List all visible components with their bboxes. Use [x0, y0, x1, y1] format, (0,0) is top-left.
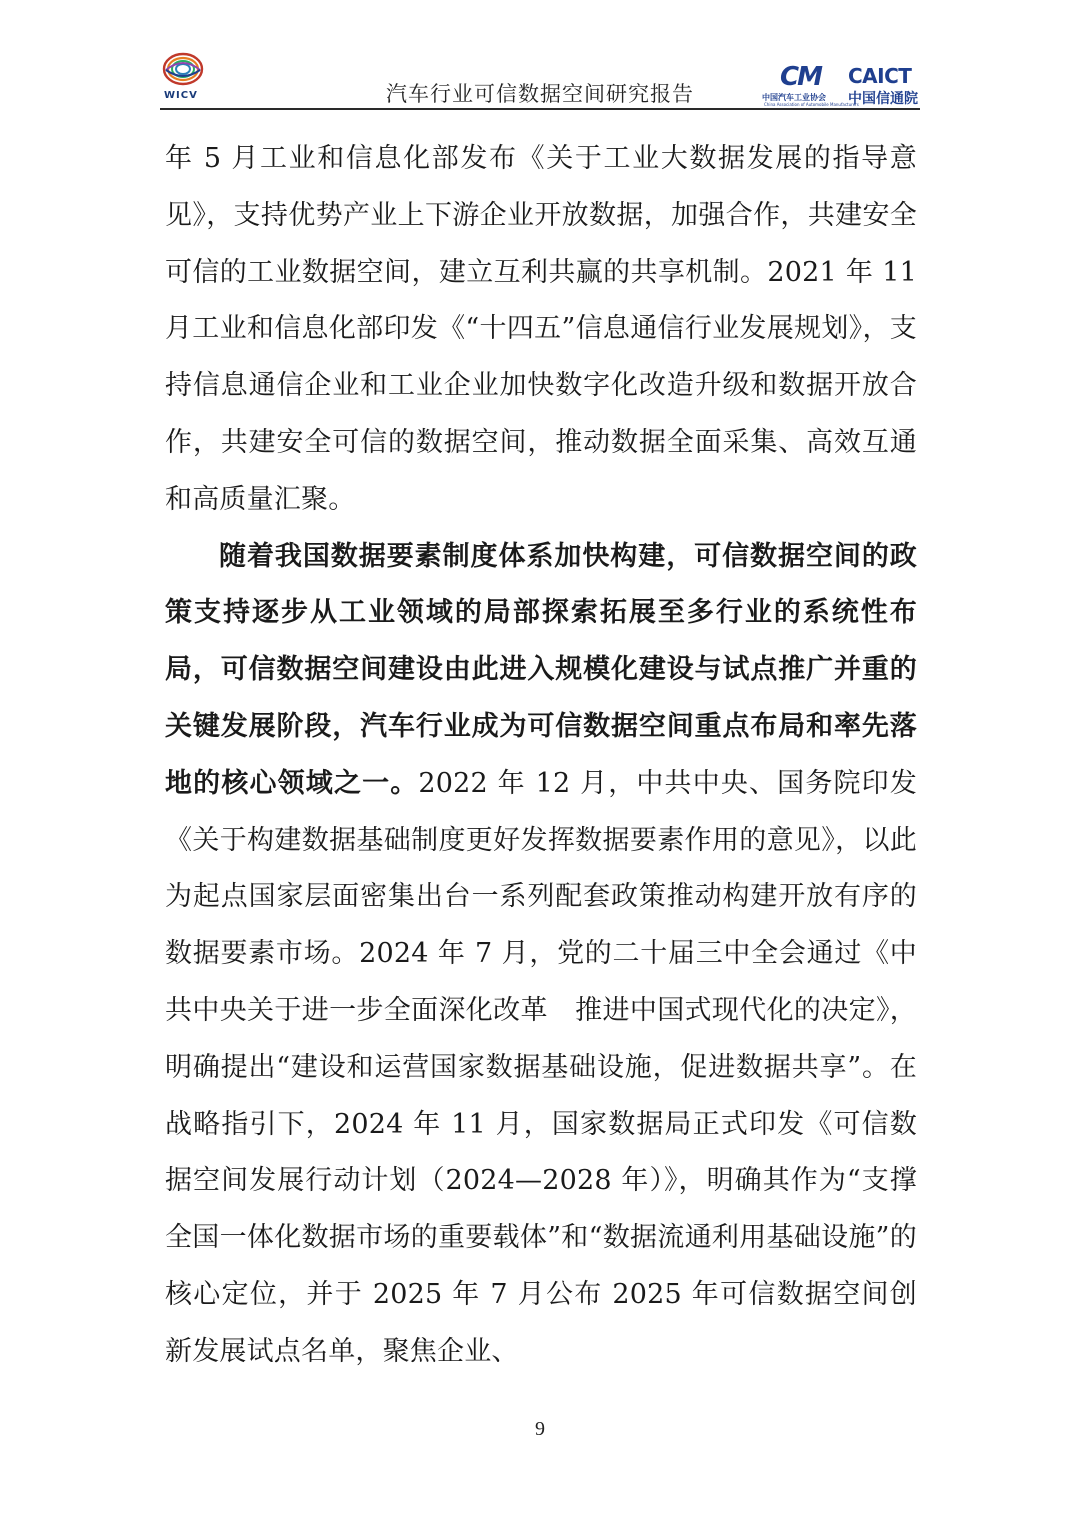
- header-divider: [160, 108, 920, 110]
- caam-logo-cn: 中国汽车工业协会: [762, 93, 826, 102]
- wicv-logo-text: WICV: [164, 90, 198, 101]
- page-header: [160, 48, 920, 110]
- page-number: 9: [535, 1418, 545, 1440]
- wicv-rings-icon: [160, 50, 206, 90]
- caict-logo: [846, 64, 920, 108]
- caam-logo-mark: CM: [780, 62, 821, 92]
- document-body: [165, 131, 917, 1381]
- caam-logo: [762, 62, 859, 108]
- wicv-logo: [160, 50, 206, 106]
- caict-logo-en: CAICT: [848, 64, 912, 88]
- caict-logo-cn: 中国信通院: [848, 91, 918, 107]
- paragraph-2-bold-lead: 随着我国数据要素制度体系加快构建，可信数据空间的政策支持逐步从工业领域的局部探索拓展至多行业的系统性布局，可信数据空间建设由此进入规模化建设与试点推广并重的关键发展阶段，汽车行业成为可信数据空间重点布局和率先落地的核心领域之一。: [165, 540, 917, 799]
- report-title: 汽车行业可信数据空间研究报告: [386, 82, 694, 106]
- paragraph-2: [165, 529, 917, 1381]
- paragraph-2-body: 2022 年 12 月，中共中央、国务院印发《关于构建数据基础制度更好发挥数据要素作用的意见》，以此为起点国家层面密集出台一系列配套政策推动构建开放有序的数据要素市场。2024 年 7 月，党的二十届三中全会通过《中共中央关于进一步全面深化改革 推进中国式现代化的决定》，明确提出“建设和运营国家数据基础设施，促进数据共享”。在战略指引下，2024 年 11 月，国家数据局正式印发《可信数据空间发展行动计划（2024—2028 年）》，明确其作为“支撑全国一体化数据市场的重要载体”和“数据流通利用基础设施”的核心定位，并于 2025 年 7 月公布 2025 年可信数据空间创新发展试点名单，聚焦企业、: [165, 767, 917, 1367]
- paragraph-1: 年 5 月工业和信息化部发布《关于工业大数据发展的指导意见》，支持优势产业上下游企业开放数据，加强合作，共建安全可信的工业数据空间，建立互利共赢的共享机制。2021 年 11 月工业和信息化部印发《“十四五”信息通信行业发展规划》，支持信息通信企业和工业企业加快数字化改造升级和数据开放合作，共建安全可信的数据空间，推动数据全面采集、高效互通和高质量汇聚。: [165, 143, 917, 515]
- caam-logo-en: China Association of Automobile Manufacturers: [764, 102, 859, 107]
